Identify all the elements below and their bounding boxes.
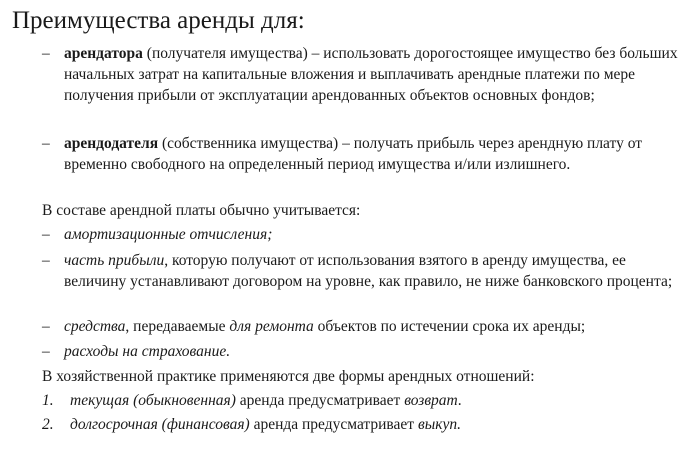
rent-item-term: расходы на страхование. xyxy=(64,343,231,360)
rent-item-description: , которую получают от использования взятого в аренду имущества, ее величину устанавливают договором на уровне, как правило, не ниже банковского процента; xyxy=(64,252,673,290)
form-description: аренда предусматривает xyxy=(235,392,405,409)
benefit-item-lessee xyxy=(42,43,687,106)
form-term: текущая (обыкновенная) xyxy=(70,392,236,409)
dash-marker: – xyxy=(42,226,50,243)
rent-item-text xyxy=(64,316,687,337)
benefit-item-lessor xyxy=(42,133,687,175)
benefit-text xyxy=(64,43,687,106)
rent-item-description: , передаваемые xyxy=(125,318,230,335)
dash-marker: – xyxy=(42,45,50,62)
rent-item-term: часть прибыли xyxy=(64,252,165,269)
rent-item-profit xyxy=(42,250,687,292)
rent-item-term-2: для ремонта xyxy=(229,318,314,335)
dash-marker: – xyxy=(42,318,50,335)
form-item-current xyxy=(42,390,687,411)
rent-item-depreciation xyxy=(42,224,687,245)
form-description-end: . xyxy=(457,392,462,409)
benefit-description: (собственника имущества) – получать прибыль через арендную плату от временно свободного на определенный период имущества и/или излишнего. xyxy=(64,135,643,173)
rent-item-funds xyxy=(42,316,687,337)
form-description: аренда предусматривает xyxy=(249,416,418,433)
form-item-text xyxy=(70,414,687,435)
rent-item-text xyxy=(64,250,687,292)
dash-marker: – xyxy=(42,135,50,152)
rent-item-term: средства xyxy=(64,318,126,335)
forms-intro: В хозяйственной практике применяются две формы арендных отношений: xyxy=(42,368,535,385)
form-item-text xyxy=(70,390,687,411)
form-outcome: возврат xyxy=(404,392,458,409)
dash-marker: – xyxy=(42,343,50,360)
rent-item-text xyxy=(64,341,687,362)
number-marker: 1. xyxy=(42,392,54,409)
form-item-long-term xyxy=(42,414,687,435)
number-marker: 2. xyxy=(42,416,54,433)
benefit-term: арендатора xyxy=(64,45,143,62)
rent-item-description-2: объектов по истечении срока их аренды; xyxy=(313,318,586,335)
benefit-term: арендодателя xyxy=(64,135,159,152)
rent-intro: В составе арендной платы обычно учитывается: xyxy=(42,202,361,219)
rent-item-term: амортизационные отчисления; xyxy=(64,226,273,243)
form-outcome: выкуп. xyxy=(417,416,461,433)
slide-title: Преимущества аренды для: xyxy=(12,7,305,34)
benefit-text xyxy=(64,133,687,175)
form-term: долгосрочная (финансовая) xyxy=(70,416,250,433)
rent-item-text xyxy=(64,224,687,245)
dash-marker: – xyxy=(42,252,50,269)
rent-item-insurance xyxy=(42,341,687,362)
benefit-description: (получателя имущества) – использовать дорогостоящее имущество без больших начальных затрат на капитальные вложения и выплачивать арендные платежи по мере получения прибыли от эксплуатации арендованных объектов основных фондов; xyxy=(64,45,678,104)
